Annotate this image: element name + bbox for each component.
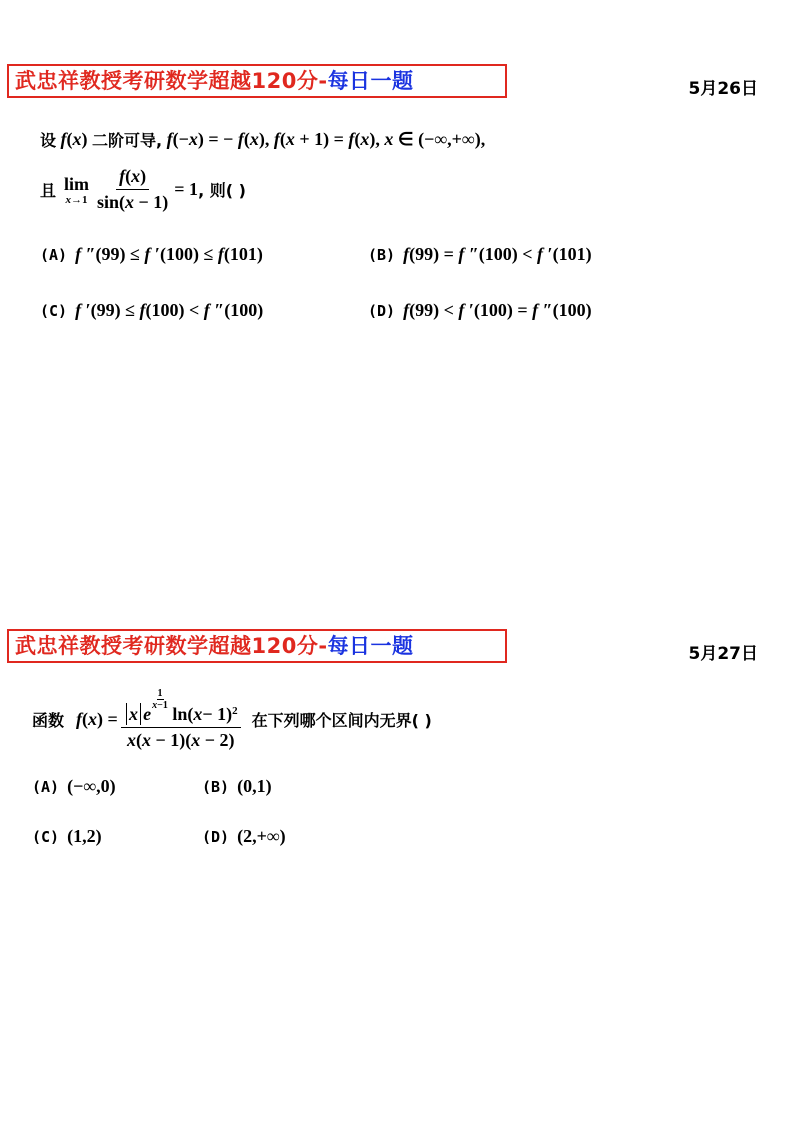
problem2-option-c	[32, 826, 102, 847]
problem2-option-a	[32, 776, 116, 797]
option-value: (1,2)	[67, 826, 102, 846]
problem1-stem-line2	[40, 166, 246, 213]
option-value: (0,1)	[237, 776, 272, 796]
stem-intro: 设	[40, 131, 57, 150]
stem-condition: 二阶可导,	[92, 131, 163, 150]
option-math: f(99) = f ″(100) < f ′(101)	[403, 244, 592, 264]
stem-question: 在下列哪个区间内无界( )	[251, 711, 432, 730]
problem2-option-b	[202, 776, 272, 797]
stem-conditions-math: f(−x) = − f(x), f(x + 1) = f(x), x ∈ (−∞,+∞),	[166, 129, 486, 149]
option-math: f ′(99) ≤ f(100) < f ″(100)	[75, 300, 264, 320]
problem2-banner	[7, 629, 507, 663]
option-label: (C)	[32, 827, 60, 846]
option-label: (A)	[32, 777, 60, 796]
option-math: f(99) < f ′(100) = f ″(100)	[403, 300, 592, 320]
banner-title-blue: 每日一题	[327, 634, 414, 658]
problem2-stem	[32, 688, 432, 751]
option-label: (B)	[368, 245, 396, 264]
banner-title-red: 武忠祥教授考研数学超越120分-	[15, 69, 328, 93]
problem1-banner	[7, 64, 507, 98]
stem-limit: lim x→1 $\frac{f(x)}{\sin(x - 1)}$ = 1	[64, 166, 199, 212]
problem1-option-c	[40, 300, 263, 321]
banner-title-blue: 每日一题	[327, 69, 414, 93]
option-label: (D)	[368, 301, 396, 320]
option-label: (A)	[40, 245, 68, 264]
option-label: (D)	[202, 827, 230, 846]
option-label: (B)	[202, 777, 230, 796]
option-label: (C)	[40, 301, 68, 320]
option-math: f ″(99) ≤ f ′(100) ≤ f(101)	[75, 244, 263, 264]
problem1-option-d	[368, 300, 592, 321]
stem-and: 且	[40, 181, 57, 200]
banner-title-red: 武忠祥教授考研数学超越120分-	[15, 634, 328, 658]
problem2-option-d	[202, 826, 286, 847]
problem1-option-a	[40, 244, 263, 265]
stem-intro: 函数	[32, 711, 65, 730]
option-value: (2,+∞)	[237, 826, 286, 846]
stem-fx: f(x)	[60, 129, 93, 149]
problem1-stem-line1	[40, 128, 485, 151]
option-value: (−∞,0)	[67, 776, 116, 796]
problem1-option-b	[368, 244, 592, 265]
stem-then: , 则( )	[198, 181, 246, 200]
problem2-date: 5月27日	[688, 644, 758, 664]
problem1-date: 5月26日	[688, 79, 758, 99]
stem-function: f ( x ) = x e $\frac{1}{x-1}$ ln( x − 1) 2 x(x − 1)(x − 2)	[76, 688, 244, 751]
